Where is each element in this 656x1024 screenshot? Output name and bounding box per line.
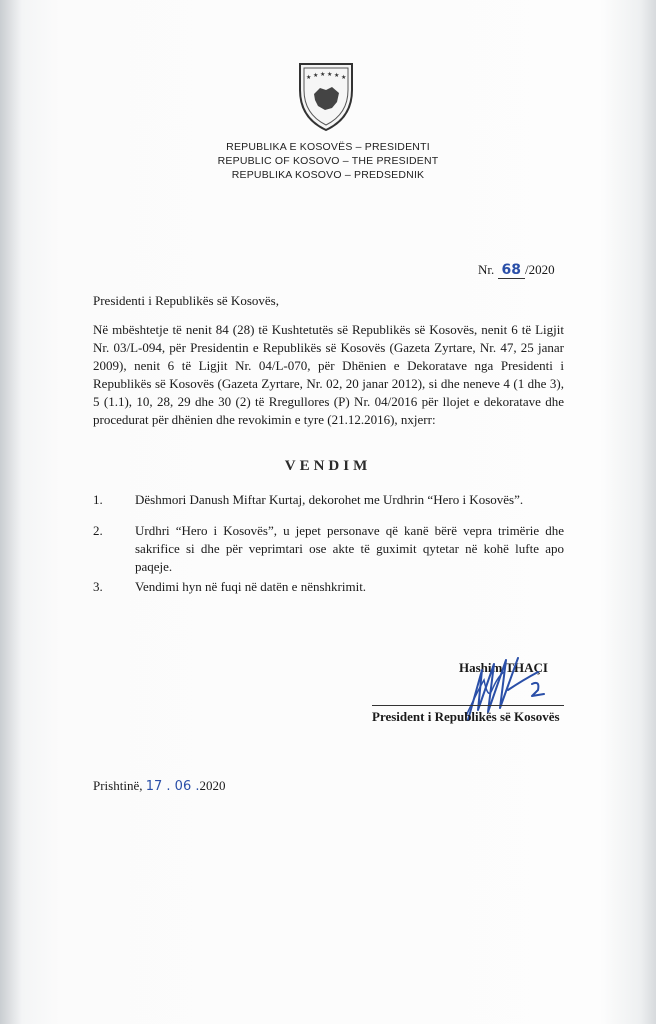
item-text: Vendimi hyn në fuqi në datën e nënshkrimit. <box>135 579 367 594</box>
decision-number <box>478 262 555 278</box>
decision-title: VENDIM <box>284 458 372 474</box>
signer-title: President i Republikës së Kosovës <box>372 709 560 724</box>
decision-item <box>93 491 564 509</box>
place: Prishtinë, <box>93 778 143 793</box>
svg-text:★: ★ <box>313 72 319 79</box>
item-number: 3. <box>93 579 103 594</box>
date-handwritten: 17 . 06 . <box>145 779 200 794</box>
item-number: 2. <box>93 523 103 538</box>
number-suffix: /2020 <box>524 262 555 277</box>
legal-basis-paragraph: Në mbështetje të nenit 84 (28) të Kushtetutës së Republikës së Kosovës, nenit 6 të Ligjit Nr. 03/L-094, për Presidentin e Republikës së Kosovës (Gazeta Zyrtare, Nr. 47, 25 janar 2009), nenit 6 të Ligjit Nr. 04/L-070, për Dhënien e Dekoratave nga Presidenti i Republikës së Kosovës (Gazeta Zyrtare, Nr. 02, 20 janar 2012), si dhe neneve 4 (1 dhe 3), 5 (1.1), 10, 28, 29 dhe 30 (2) të Rregullores (P) Nr. 04/2016 për llojet e dekoratave dhe procedurat për dhënien dhe revokimin e tyre (21.12.2016), nxjerr: <box>93 322 564 427</box>
svg-text:★: ★ <box>341 74 347 81</box>
item-text: Dëshmori Danush Miftar Kurtaj, dekorohet me Urdhrin “Hero i Kosovës”. <box>135 492 524 507</box>
date-year: 2020 <box>199 778 226 793</box>
item-text: Urdhri “Hero i Kosovës”, u jepet personave që kanë bërë vepra trimërie dhe sakrifice si dhe për veprimtari ose akte të guximit qytetar në kohë lufte apo paqeje. <box>135 523 564 574</box>
decision-item <box>93 578 564 596</box>
signer-name: Hashim THAÇI <box>459 660 548 675</box>
intro-line: Presidenti i Republikës së Kosovës, <box>93 293 279 308</box>
signature-line <box>372 705 564 706</box>
number-handwritten: 68 <box>498 262 525 279</box>
svg-text:★: ★ <box>334 72 340 79</box>
place-and-date <box>93 778 225 794</box>
header-line-english: REPUBLIC OF KOSOVO – THE PRESIDENT <box>217 155 439 167</box>
header-line-albanian: REPUBLIKA E KOSOVËS – PRESIDENTI <box>226 141 430 153</box>
item-number: 1. <box>93 492 103 507</box>
kosovo-coat-of-arms-emblem <box>294 60 358 132</box>
svg-text:★: ★ <box>320 71 326 78</box>
svg-text:★: ★ <box>306 74 312 81</box>
number-prefix: Nr. <box>478 262 495 277</box>
header-line-serbian: REPUBLIKA KOSOVO – PREDSEDNIK <box>231 169 425 181</box>
decision-item <box>93 522 564 576</box>
svg-text:★: ★ <box>327 71 333 78</box>
